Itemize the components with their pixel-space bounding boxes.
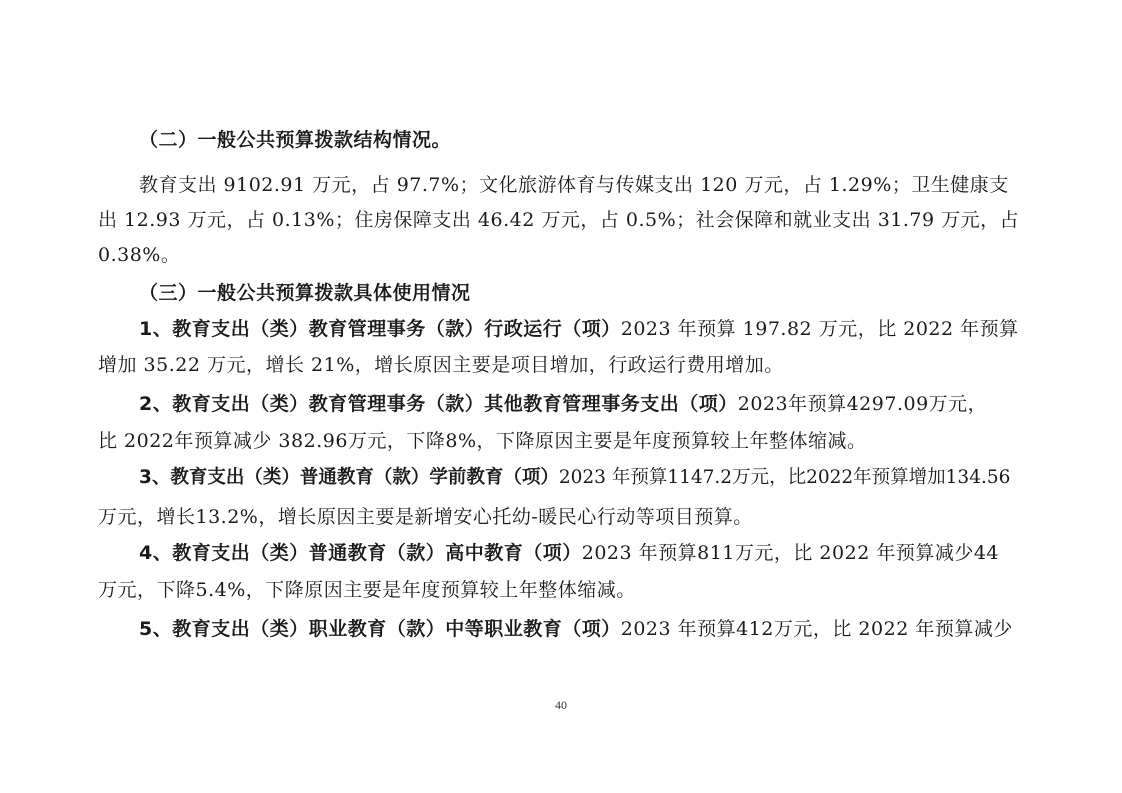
- section-3-heading: （三）一般公共预算拨款具体使用情况: [139, 282, 471, 304]
- item-5-lead: 5、教育支出（类）职业教育（款）中等职业教育（项）: [139, 618, 621, 640]
- item-1-lead: 1、教育支出（类）教育管理事务（款）行政运行（项）: [139, 318, 621, 340]
- section-2-paragraph-line-3: 0.38%。: [98, 244, 181, 266]
- item-4-line-2: 万元，下降5.4%，下降原因主要是年度预算较上年整体缩减。: [98, 579, 636, 601]
- section-2-heading: （二）一般公共预算拨款结构情况。: [139, 129, 452, 151]
- item-2-line-1: [139, 392, 987, 416]
- item-3-lead: 3、教育支出（类）普通教育（款）学前教育（项）: [139, 467, 559, 488]
- section-2-paragraph-line-1: 教育支出 9102.91 万元，占 97.7%；文化旅游体育与传媒支出 120 万元，占 1.29%；卫生健康支: [139, 174, 1009, 196]
- item-4-rest: 2023 年预算811万元，比 2022 年预算减少44: [581, 542, 1000, 564]
- item-1-line-1: [139, 317, 1019, 341]
- item-5-line-1: [139, 617, 1013, 641]
- item-2-line-2: 比 2022年预算减少 382.96万元，下降8%，下降原因主要是年度预算较上年整体缩减。: [98, 430, 867, 452]
- item-1-rest: 2023 年预算 197.82 万元，比 2022 年预算: [620, 318, 1019, 340]
- item-2-rest: 2023年预算4297.09万元，: [737, 393, 988, 415]
- item-5-rest: 2023 年预算412万元，比 2022 年预算减少: [620, 618, 1013, 640]
- item-3-line-1: [139, 466, 1010, 490]
- section-2-paragraph-line-2: 出 12.93 万元，占 0.13%；住房保障支出 46.42 万元，占 0.5%；社会保障和就业支出 31.79 万元，占: [98, 209, 1020, 231]
- page-number: 40: [555, 698, 567, 712]
- item-4-line-1: [139, 541, 999, 565]
- item-3-line-2: 万元，增长13.2%，增长原因主要是新增安心托幼-暖民心行动等项目预算。: [98, 506, 753, 528]
- item-3-rest: 2023 年预算1147.2万元，比2022年预算增加134.56: [558, 467, 1011, 488]
- item-2-lead: 2、教育支出（类）教育管理事务（款）其他教育管理事务支出（项）: [139, 393, 738, 415]
- item-1-line-2: 增加 35.22 万元，增长 21%，增长原因主要是项目增加，行政运行费用增加。: [98, 354, 784, 376]
- item-4-lead: 4、教育支出（类）普通教育（款）高中教育（项）: [139, 542, 582, 564]
